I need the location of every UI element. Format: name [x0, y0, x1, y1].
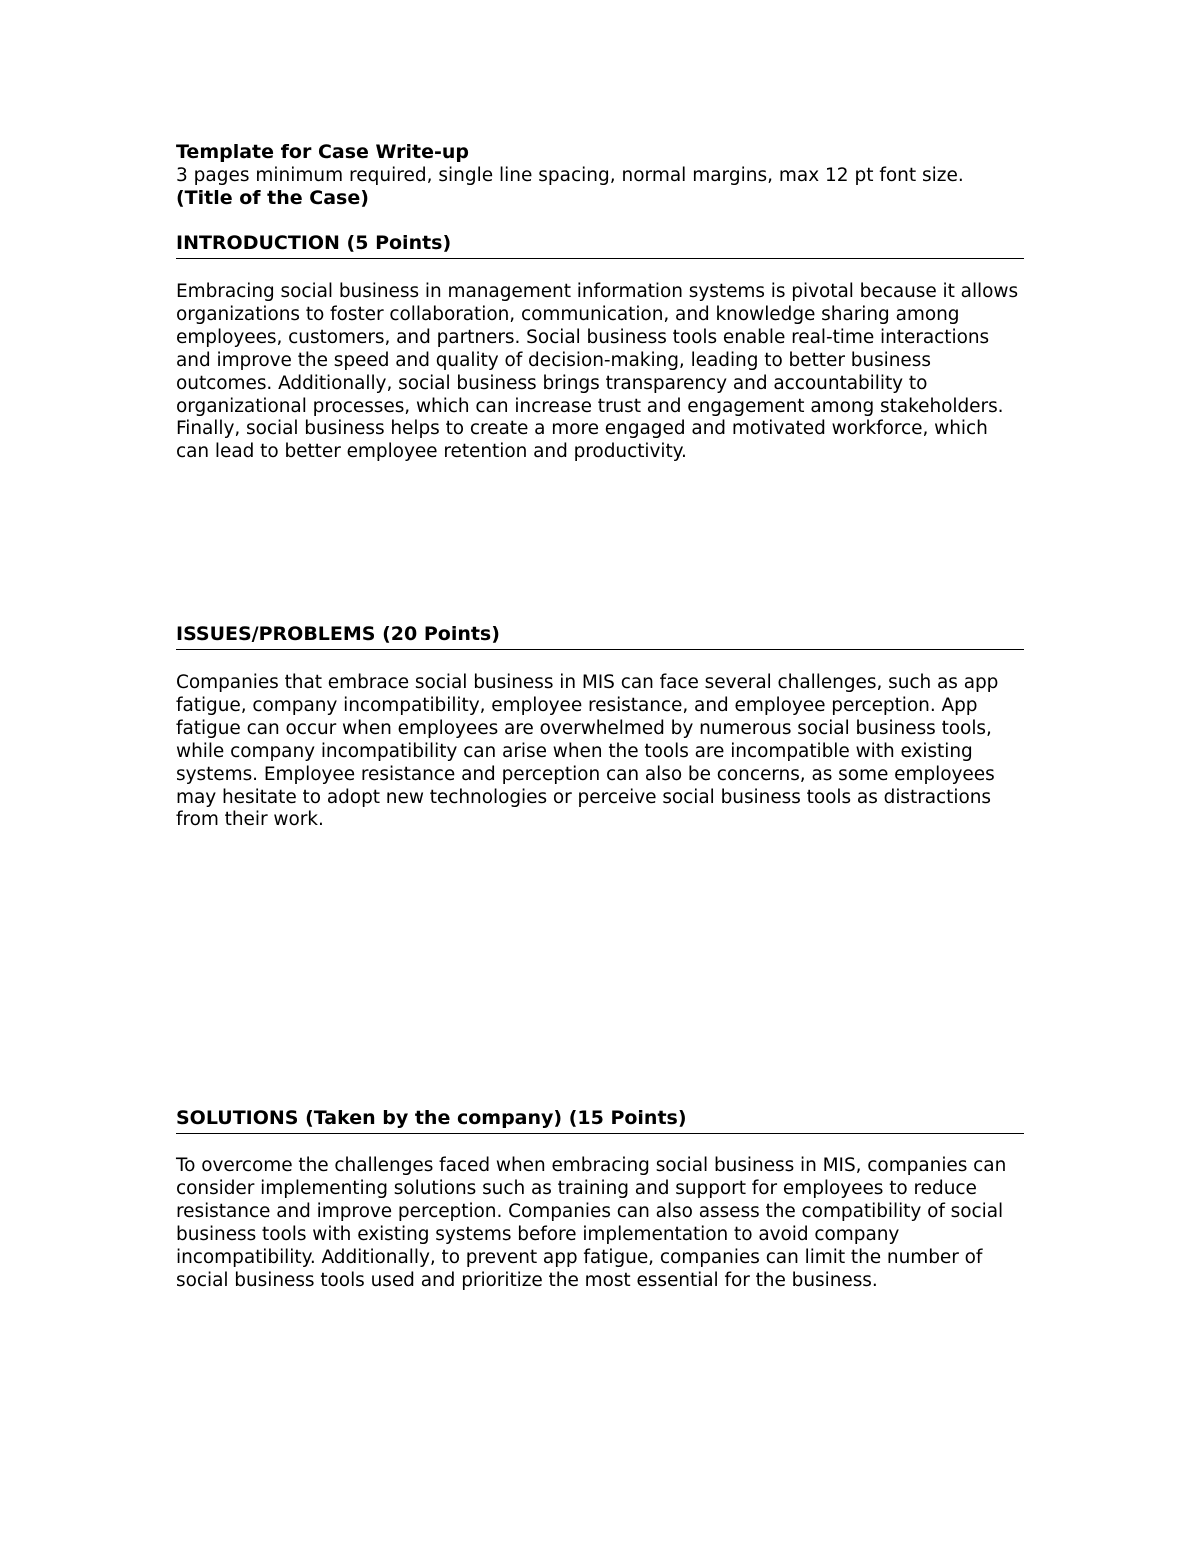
- introduction-body: Embracing social business in management information systems is pivotal because it allows organizations to foster collaboration, communication, and knowledge sharing among employees, customers, and partners. Social business tools enable real-time interactions and improve the speed and quality of decision-making, leading to better business outcomes. Additionally, social business brings transparency and accountability to organizational processes, which can increase trust and engagement among stakeholders. Finally, social business helps to create a more engaged and motivated workforce, which can lead to better employee retention and productivity.: [176, 281, 1019, 463]
- solutions-heading: SOLUTIONS (Taken by the company) (15 Points): [176, 1107, 1024, 1134]
- solutions-body: To overcome the challenges faced when embracing social business in MIS, companies can consider implementing solutions such as training and support for employees to reduce resistance and improve perception. Companies can also assess the compatibility of social business tools with existing systems before implementation to avoid company incompatibility. Additionally, to prevent app fatigue, companies can limit the number of social business tools used and prioritize the most essential for the business.: [176, 1155, 1007, 1291]
- issues-problems-heading: ISSUES/PROBLEMS (20 Points): [176, 623, 1024, 650]
- issues-problems-body: Companies that embrace social business in MIS can face several challenges, such as app fatigue, company incompatibility, employee resistance, and employee perception. App fatigue can occur when employees are overwhelmed by numerous social business tools, while company incompatibility can arise when the tools are incompatible with existing systems. Employee resistance and perception can also be concerns, as some employees may hesitate to adopt new technologies or perceive social business tools as distractions from their work.: [176, 672, 999, 831]
- case-title-placeholder: (Title of the Case): [176, 187, 369, 209]
- introduction-heading: INTRODUCTION (5 Points): [176, 232, 1024, 259]
- document-title: Template for Case Write-up: [176, 141, 470, 163]
- document-instructions: 3 pages minimum required, single line spacing, normal margins, max 12 pt font size.: [176, 165, 964, 186]
